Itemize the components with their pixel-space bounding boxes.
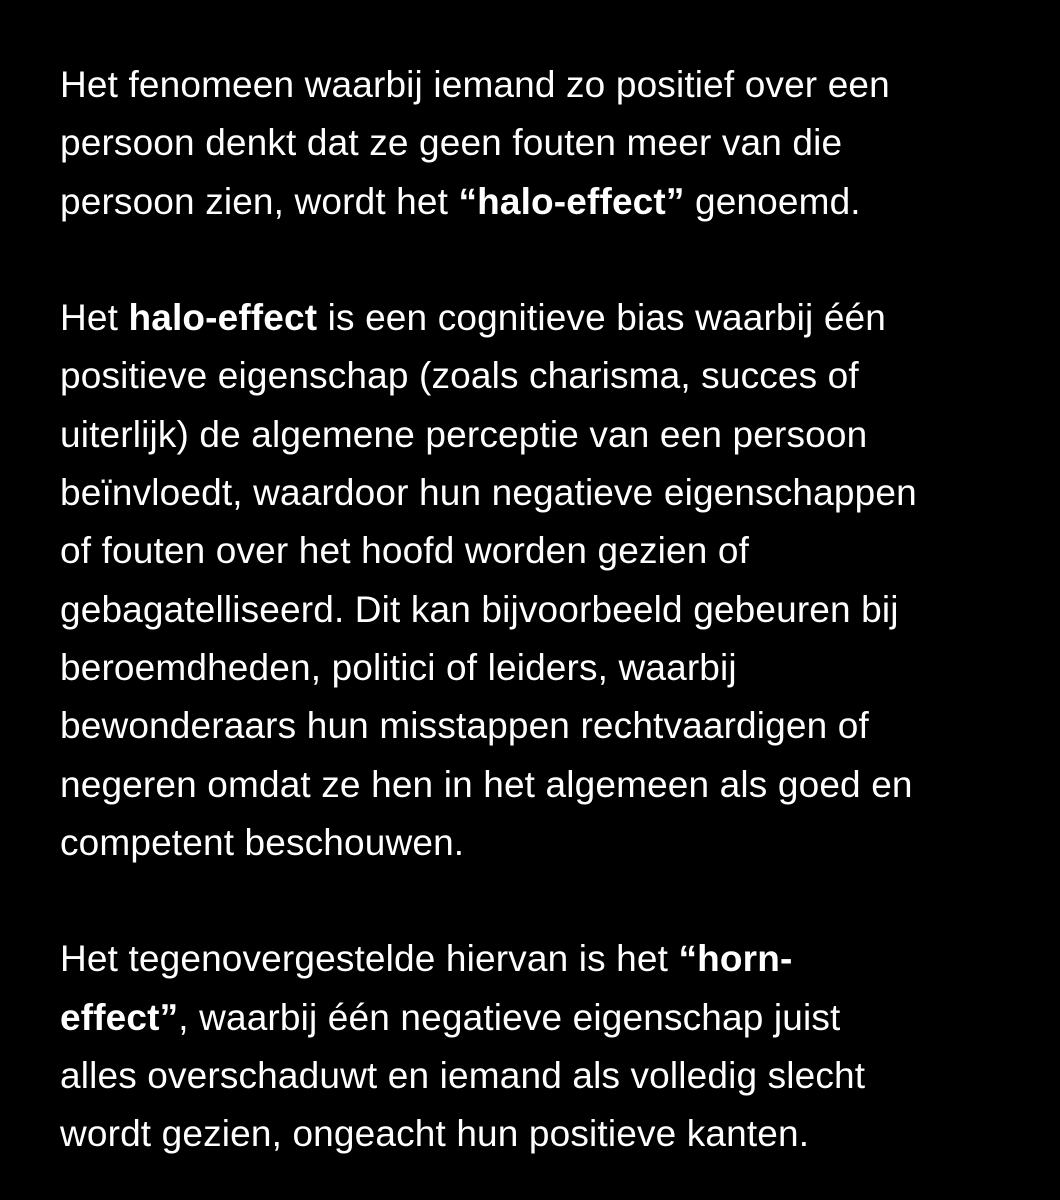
text-document: [60, 56, 1020, 1164]
bold-term-horn-effect: effect”: [60, 996, 179, 1038]
bold-term-horn-effect: “horn-: [678, 938, 793, 980]
paragraph-horn-effect: [60, 930, 1020, 1163]
text-line: Het fenomeen waarbij iemand zo positief over een: [60, 64, 890, 105]
text-line: [60, 989, 1020, 1047]
text-line: beïnvloedt, waardoor hun negatieve eigenschappen: [60, 472, 917, 514]
text-line: beroemdheden, politici of leiders, waarbij: [60, 646, 737, 688]
text-line: [60, 930, 1020, 988]
text-line: alles overschaduwt en iemand als volledig slecht: [60, 1055, 866, 1097]
text-segment: , waarbij één negatieve eigenschap juist: [178, 996, 841, 1038]
text-line: competent beschouwen.: [60, 821, 465, 863]
bold-term-halo-effect: “halo-effect”: [458, 180, 685, 222]
text-line: of fouten over het hoofd worden gezien of: [60, 530, 750, 572]
text-line: persoon denkt dat ze geen fouten meer van die: [60, 122, 843, 164]
text-line: negeren omdat ze hen in het algemeen als goed en: [60, 763, 913, 805]
text-line: bewonderaars hun misstappen rechtvaardigen of: [60, 705, 869, 747]
bold-term-halo-effect: halo-effect: [128, 297, 318, 339]
text-line: [60, 173, 1020, 231]
paragraph-halo-explanation: [60, 289, 1020, 872]
text-segment: genoemd.: [684, 180, 861, 222]
text-segment: Het tegenovergestelde hiervan is het: [60, 938, 679, 980]
text-line: wordt gezien, ongeacht hun positieve kanten.: [60, 1113, 810, 1155]
text-segment: persoon zien, wordt het: [60, 180, 459, 222]
text-line: uiterlijk) de algemene perceptie van een persoon: [60, 413, 868, 455]
text-line: positieve eigenschap (zoals charisma, succes of: [60, 355, 859, 397]
text-segment: Het: [60, 297, 129, 339]
text-line: gebagatelliseerd. Dit kan bijvoorbeeld gebeuren bij: [60, 588, 899, 630]
text-segment: is een cognitieve bias waarbij één: [317, 297, 887, 339]
paragraph-halo-definition: [60, 56, 1020, 231]
text-line: [60, 289, 1020, 347]
